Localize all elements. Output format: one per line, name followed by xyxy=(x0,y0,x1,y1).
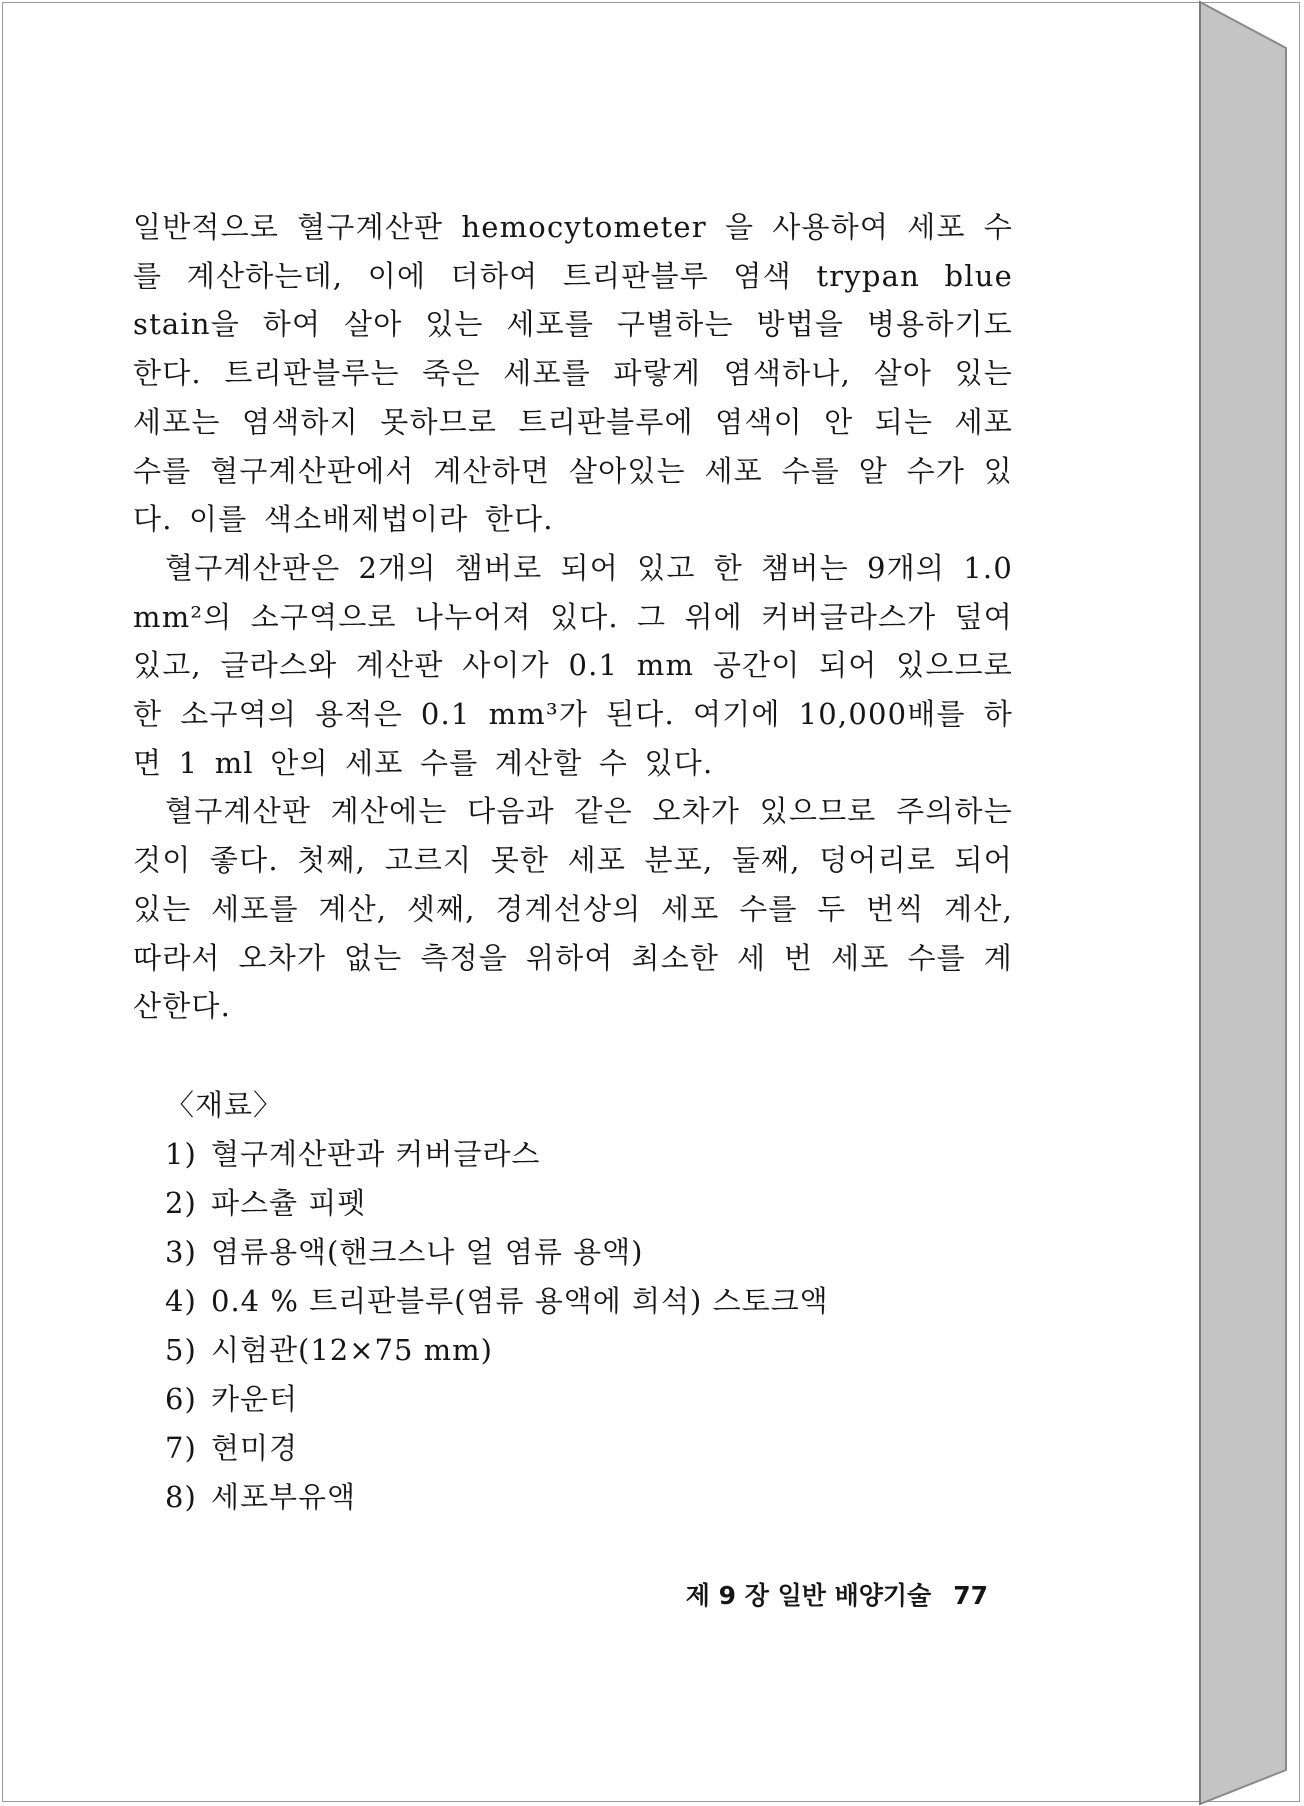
list-item xyxy=(165,1375,829,1424)
paragraph-intro: 일반적으로 혈구계산판 hemocytometer 을 사용하여 세포 수를 계산하는데, 이에 더하여 트리판블루 염색 trypan blue stain을 하여 살아 있는 세포를 구별하는 방법을 병용하기도 한다. 트리판블루는 죽은 세포를 파랗게 염색하나, 살아 있는 세포는 염색하지 못하므로 트리판블루에 염색이 안 되는 세포 수를 혈구계산판에서 계산하면 살아있는 세포 수를 알 수가 있다. 이를 색소배제법이라 한다. xyxy=(133,210,1013,537)
list-item xyxy=(165,1326,829,1375)
paragraph-errors: 혈구계산판 계산에는 다음과 같은 오차가 있으므로 주의하는 것이 좋다. 첫째, 고르지 못한 세포 분포, 둘째, 덩어리로 되어 있는 세포를 계산, 셋째, 경계선상의 세포 수를 두 번씩 계산, 따라서 오차가 없는 측정을 위하여 최소한 세 번 세포 수를 계산한다. xyxy=(133,794,1013,1024)
materials-heading: 〈재료〉 xyxy=(165,1088,284,1122)
book-side-face xyxy=(1200,2,1286,1804)
list-item-text: 카운터 xyxy=(211,1382,299,1416)
list-item-text: 염류용액(핸크스나 얼 염류 용액) xyxy=(211,1235,644,1269)
list-item xyxy=(165,1130,829,1179)
list-item-number: 2) xyxy=(165,1186,197,1220)
list-item-text: 시험관(12×75 mm) xyxy=(211,1333,493,1367)
list-item xyxy=(165,1473,829,1522)
list-item xyxy=(165,1424,829,1473)
page-body xyxy=(133,203,1013,1031)
materials-list xyxy=(165,1130,829,1522)
list-item xyxy=(165,1228,829,1277)
list-item-text: 현미경 xyxy=(211,1431,299,1465)
list-item xyxy=(165,1179,829,1228)
list-item-text: 파스츌 피펫 xyxy=(211,1186,367,1220)
list-item xyxy=(165,1277,829,1326)
list-item-text: 혈구계산판과 커버글라스 xyxy=(211,1137,541,1171)
chapter-title: 제 9 장 일반 배양기술 xyxy=(685,1581,932,1610)
page-footer xyxy=(686,1576,988,1612)
list-item-number: 6) xyxy=(165,1382,197,1416)
list-item-number: 5) xyxy=(165,1333,197,1367)
list-item-number: 8) xyxy=(165,1480,197,1514)
list-item-text: 세포부유액 xyxy=(211,1480,357,1514)
paragraph-hemocytometer: 혈구계산판은 2개의 챔버로 되어 있고 한 챔버는 9개의 1.0 mm²의 소구역으로 나누어져 있다. 그 위에 커버글라스가 덮여 있고, 글라스와 계산판 사이가 0.1 mm 공간이 되어 있으므로 한 소구역의 용적은 0.1 mm³가 된다. 여기에 10,000배를 하면 1 ml 안의 세포 수를 계산할 수 있다. xyxy=(133,550,1013,780)
list-item-number: 4) xyxy=(165,1284,197,1318)
list-item-text: 0.4 % 트리판블루(염류 용액에 희석) 스토크액 xyxy=(211,1284,829,1318)
page-number: 77 xyxy=(953,1581,988,1610)
list-item-number: 3) xyxy=(165,1235,197,1269)
list-item-number: 1) xyxy=(165,1137,197,1171)
list-item-number: 7) xyxy=(165,1431,197,1465)
